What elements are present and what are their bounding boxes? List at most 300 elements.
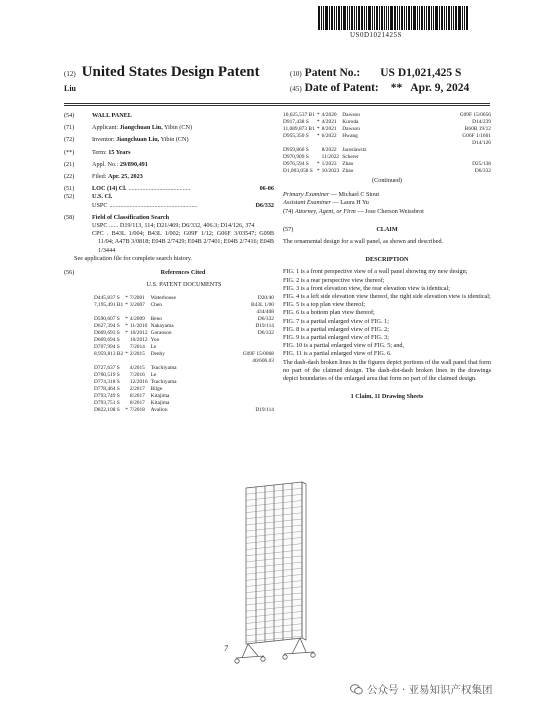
ref-class: G09F 15/0068 [242,351,274,358]
ref-date: 3/2007 [129,302,145,309]
ref-asterisk [123,344,130,351]
ref-date: 8/2021 [321,126,337,132]
ref-date: 12/2016 [129,379,148,386]
ref-class: G09F 15/0056 [459,112,491,118]
ref-class [460,147,491,154]
classification-uspc: USPC ...... D19/113, 114; D21/469; D6/332, 406.3; D14/126, 374 [92,222,255,230]
ref-asterisk: * [316,126,320,132]
ref-date: 11/2010 [129,323,148,330]
barcode-bar [318,6,320,30]
barcode-bar [334,6,335,30]
barcode-bar [458,6,461,30]
ref-class: D19/114 [255,407,274,414]
ref-number: D917,438 S [283,119,309,125]
ref-inventor: Zhao [342,168,354,174]
description-paragraph: FIG. 6 is a bottom plan view thereof; [283,309,375,317]
barcode-number: US0D1021425S [350,31,402,39]
ref-date: 10/2012 [129,330,148,337]
ref-inventor: Tsuchiyama [150,365,177,372]
ref-asterisk [123,372,130,379]
field-code: (21) [64,160,75,168]
barcode-bar [361,6,363,30]
uscl-field [64,193,274,201]
ref-asterisk: * [316,161,320,167]
ref-inventor: Tsuchiyama [150,379,177,386]
applicant-location: Yibin (CN) [164,124,193,132]
barcode-bar [421,6,423,30]
ref-asterisk: * [316,112,320,118]
description-label: DESCRIPTION [365,256,409,264]
reference-row [283,140,491,147]
references-label: References Cited [160,269,206,277]
applicant-field [64,124,274,132]
ref-number: D822,108 S [94,407,120,414]
barcode-bar [331,6,333,30]
ref-number: D669,693 S [94,330,120,337]
description-paragraph: FIG. 11 is a partial enlarged view of FIG. 6. [283,350,392,358]
filed-field [64,173,274,181]
claim-text: The ornamental design for a wall panel, as shown and described. [283,238,444,246]
field-code: (71) [64,124,75,132]
barcode-bar [426,6,427,30]
barcode-bar [323,6,324,30]
inventor-surname: Liu [64,84,77,93]
reference-row [283,168,491,175]
description-paragraph: The dash-dash broken lines in the figures depict portions of the wall panel that form no part of the claimed design. The dash-dot-dash broken lines in the drawings depict boundaries of the enlarged area that form no part of the claimed design. [283,358,491,383]
barcode-bar [455,6,457,30]
primary-examiner-label: Primary Examiner [283,191,330,199]
ref-inventor: Le [150,344,157,351]
barcode-bar [417,6,418,30]
applicant-label: Applicant: [92,124,119,132]
date-code: (45) [290,85,302,93]
reference-row [94,330,274,337]
barcode-bar [424,6,425,30]
ref-date: 6/2022 [321,133,337,139]
title-field [64,112,274,120]
barcode-bar [464,6,465,30]
barcode-bar [381,6,383,30]
reference-row [94,400,274,407]
ref-date: 10/2012 [129,337,148,344]
attorney-name: — Jose Cherson Weissbrot [357,207,424,215]
ref-date: 7/2018 [129,407,145,414]
ref-inventor: Scherer [342,154,359,160]
classification-field [64,214,274,263]
reference-row [94,344,274,351]
watermark [350,682,493,697]
filed-date: Apr. 25, 2023 [108,173,143,181]
barcode-bar [453,6,454,30]
ref-date: 4/2009 [129,316,145,323]
description-paragraph: FIG. 4 is a left side elevation view thereof, the right side elevation view is identical; [283,293,491,301]
ref-inventor: Goranson [150,330,172,337]
ref-inventor: Kuroda [342,119,359,125]
reference-row [94,309,274,316]
ref-number: D627,394 S [94,323,120,330]
field-code: (51) [64,185,75,193]
ref-number: 8,959,813 B2 [94,351,124,358]
references-field [64,269,274,277]
reference-row [94,372,274,379]
description-body [283,268,491,383]
barcode [318,6,478,30]
reference-row [94,302,274,309]
ref-number: D445,837 S [94,295,120,302]
ref-asterisk: * [125,330,128,337]
barcode-bar [446,6,447,30]
ref-asterisk: * [125,351,128,358]
barcode-bar [366,6,367,30]
patent-no-code: (10) [290,70,302,78]
reference-row [283,133,491,140]
term-label: Term: [92,148,107,156]
barcode-bar [341,6,342,30]
uspc-value: D6/332 [255,201,274,209]
term-value: 15 Years [108,148,131,156]
ref-date: 7/2016 [129,372,145,379]
ref-class [243,337,274,344]
ref-number: D669,694 S [94,337,120,344]
reference-row [94,407,274,414]
description-paragraph: FIG. 3 is a front elevation view, the rear elevation view is identical; [283,284,450,292]
term-field [64,149,274,157]
barcode-bar [466,6,468,30]
ref-inventor: Avallon [150,407,168,414]
date-label: Date of Patent: [304,82,379,94]
uspc-label: USPC [92,201,108,209]
ref-asterisk: * [316,119,320,125]
patent-number-block [290,67,469,97]
attorney [283,208,491,216]
field-code: (72) [64,136,75,144]
ref-date: 8/2022 [321,147,337,153]
ref-class: 434/408 [256,309,274,316]
barcode-bar [384,6,385,30]
ref-date: 7/2014 [129,344,145,351]
ref-date: 2/2015 [129,351,145,358]
ref-class: B60B 19/12 [464,126,491,132]
barcode-bar [444,6,445,30]
ref-inventor [151,309,243,316]
field-code: (57) [283,225,294,233]
loc-label: LOC (14) Cl. [92,185,127,193]
barcode-bar [408,6,410,30]
reference-row [283,119,491,126]
ref-asterisk [315,154,322,161]
reference-row [94,358,274,365]
left-column [64,112,274,414]
reference-row [94,295,274,302]
design-title: WALL PANEL [92,112,132,119]
ref-date: 1/2023 [321,161,337,167]
uspc-field [64,202,274,210]
reference-row [283,147,491,154]
reference-row [94,386,274,393]
ref-number: D590,607 S [94,316,120,323]
wechat-icon [350,684,363,695]
ref-asterisk: * [125,316,128,323]
inventor-label: Inventor: [92,136,115,144]
ref-number: D970,909 S [283,154,309,160]
reference-row [94,351,274,358]
ref-asterisk [123,386,130,393]
ref-number [94,309,123,316]
loc-field [64,185,274,193]
field-code: (22) [64,173,75,181]
barcode-bar [368,6,371,30]
claim-heading [283,226,491,234]
ref-number: D707,994 S [94,344,120,351]
ref-class [243,386,274,393]
primary-examiner-name: — Michael C Stout [330,191,380,199]
reference-row [283,161,491,168]
classification-note: See application file for complete search history. [74,254,192,262]
ref-class: D19/114 [255,323,274,330]
filed-label: Filed: [92,173,107,181]
ref-inventor: Nakayama [150,323,174,330]
ref-asterisk [123,379,130,386]
barcode-bar [374,6,375,30]
ref-class [243,344,274,351]
description-paragraph: FIG. 1 is a front perspective view of a wall panel showing my new design; [283,268,468,276]
barcode-bar [448,6,450,30]
continued-label: (Continued) [372,177,402,184]
ref-inventor: Chen [150,302,162,309]
description-paragraph: FIG. 8 is a partial enlarged view of FIG. 2; [283,325,389,333]
barcode-bar [439,6,440,30]
ref-inventor: Dawson [342,112,360,118]
ref-date: 2/2017 [129,386,145,393]
attorney-label: Attorney, Agent, or Firm [294,207,356,215]
ref-number: 10,625,537 B1 [283,112,315,118]
left-code: (12) [64,70,76,78]
ref-class: B43L 1/00 [250,302,274,309]
ref-number: D778,464 S [94,386,120,393]
barcode-bar [364,6,365,30]
ref-inventor: Le [150,372,157,379]
barcode-bar [406,6,407,30]
ref-number: D793,751 S [94,400,120,407]
ref-asterisk [315,140,322,147]
ref-date: 4/2015 [129,365,145,372]
barcode-bar [372,6,373,30]
header-divider [64,103,490,104]
ref-class [243,400,274,407]
right-column [283,112,491,401]
ref-inventor: Zhao [342,161,354,167]
left-references-table [94,295,274,414]
ref-date [130,309,151,316]
description-paragraph: FIG. 5 is a top plan view thereof; [283,301,366,309]
barcode-bar [325,6,328,30]
ref-asterisk [123,400,130,407]
ref-asterisk: * [125,323,128,330]
barcode-bar [451,6,452,30]
ref-inventor [151,358,243,365]
patent-no-label: Patent No.: [304,67,361,79]
ref-class [243,365,274,372]
barcode-bar [428,6,430,30]
classification-cpc: CPC . B43L 1/004; B43L 1/002; G09F 1/12; G06F 3/03547; G09B 11/04; A47B 3/0818; E04B 2/7429; E04B 2/7401; E04B 2/7416; E04B 1/3444 [92,230,274,254]
barcode-bar [399,6,400,30]
barcode-bar [349,6,350,30]
ref-date [130,358,151,365]
barcode-bar [431,6,432,30]
ref-asterisk: * [125,295,128,302]
ref-class: D6/332 [474,168,491,174]
ref-inventor: Bilge [150,386,163,393]
ref-date: 4/2021 [321,119,337,125]
ref-inventor: Dawson [342,126,360,132]
ref-asterisk [123,309,130,316]
ref-class [243,393,274,400]
wall-panel-drawing [218,480,328,670]
ref-inventor [342,140,459,147]
header-divider-2 [64,105,490,106]
barcode-bar [356,6,357,30]
us-docs-label: U.S. PATENT DOCUMENTS [146,281,222,289]
barcode-bar [462,6,463,30]
ref-class: D6/332 [257,330,274,337]
ref-inventor: Yoo [150,337,160,344]
ref-asterisk: * [125,302,128,309]
ref-asterisk [123,358,130,365]
description-paragraph: FIG. 7 is a partial enlarged view of FIG. 1; [283,317,389,325]
classification-label: Field of Classification Search [92,213,170,221]
inventor-name: Jiangchuan Liu, [116,136,160,144]
primary-examiner [283,191,491,199]
ref-asterisk: * [316,168,320,174]
ref-number [283,140,315,147]
barcode-bar [343,6,346,30]
barcode-bar [413,6,416,30]
claim-label: CLAIM [376,225,398,233]
patent-title: United States Design Patent [81,64,260,80]
ref-asterisk: * [125,407,128,414]
barcode-bar [404,6,405,30]
barcode-bar [419,6,420,30]
field-code: (56) [64,269,75,277]
description-paragraph: FIG. 9 is a partial enlarged view of FIG. 3; [283,334,389,342]
barcode-bar [433,6,434,30]
ref-inventor: Kitajima [150,400,170,407]
barcode-bar [329,6,330,30]
ref-class: D20/40 [257,295,274,302]
dot-leader: ........................................ [128,185,191,193]
uscl-label: U.S. Cl. [92,193,113,201]
ref-class: G06F 1/1601 [462,133,491,139]
ref-class: D6/332 [257,316,274,323]
barcode-bar [394,6,396,30]
dot-leader: ......................................................... [109,201,198,209]
barcode-bar [435,6,438,30]
patent-date: Apr. 9, 2024 [410,82,470,94]
description-paragraph: FIG. 2 is a rear perspective view thereof; [283,276,385,284]
reference-row [94,316,274,323]
reference-row [283,126,491,133]
ref-date: 11/2022 [321,154,340,160]
barcode-bar [336,6,337,30]
ref-number: D976,594 S [283,161,309,167]
barcode-bar [386,6,387,30]
ref-date: 4/2020 [321,112,337,118]
ref-asterisk [123,393,130,400]
ref-number: 7,195,491 B1 [94,302,124,309]
ref-asterisk [123,365,130,372]
ref-inventor: Jaroslawitz [342,147,367,153]
appl-label: Appl. No.: [92,160,119,168]
appl-number: 29/890,491 [119,160,148,168]
ref-date [322,140,343,147]
assistant-examiner-name: — Laura H Yu [332,199,369,207]
ref-asterisk: * [316,133,320,139]
description-paragraph: FIG. 10 is a partial enlarged view of FIG. 5; and, [283,342,405,350]
ref-class [243,379,274,386]
inventor-location: Yibin (CN) [160,136,189,144]
reference-row [94,379,274,386]
ref-asterisk [123,337,130,344]
field-code: (54) [64,112,75,119]
field-code: (58) [64,213,75,221]
field-code: (52) [64,193,75,201]
ref-date: 10/2023 [321,168,340,174]
reference-row [94,365,274,372]
barcode-bar [376,6,378,30]
barcode-bar [390,6,393,30]
ref-inventor: Denby [150,351,165,358]
ref-class: D25/138 [472,161,491,167]
barcode-bar [347,6,348,30]
inventor-field [64,136,274,144]
claims-summary: 1 Claim, 11 Drawing Sheets [350,393,424,401]
ref-date: 8/2017 [129,400,145,407]
barcode-bar [351,6,353,30]
applicant-name: Jiangchuan Liu, [119,124,163,132]
barcode-bar [411,6,412,30]
ref-number: D774,318 S [94,379,120,386]
barcode-bar [358,6,360,30]
date-mark: ** [390,82,403,94]
patent-type-title [64,64,260,81]
ref-number: D955,350 S [283,133,309,139]
assistant-examiner [283,199,491,207]
barcode-bar [379,6,380,30]
ref-class [460,154,491,161]
ref-class: D14/126 [472,140,491,146]
barcode-bar [441,6,443,30]
ref-number [94,358,123,365]
field-code: (**) [64,148,75,156]
reference-row [283,112,491,119]
patent-no: US D1,021,425 S [380,67,462,79]
assistant-examiner-label: Assistant Examiner [283,199,331,207]
barcode-bar [321,6,322,30]
ref-number: D760,519 S [94,372,120,379]
ref-class [243,372,274,379]
barcode-bar [354,6,355,30]
ref-inventor: Waterhouse [150,295,176,302]
ref-number: 11,089,873 B1 [283,126,315,132]
barcode-bar [338,6,340,30]
ref-inventor: Beno [150,316,162,323]
field-code: (74) [283,207,294,215]
ref-class: D14/239 [472,119,491,125]
barcode-bar [397,6,398,30]
ref-number: D1,003,058 S [283,168,313,174]
loc-value: 06-06 [259,185,274,193]
reference-row [94,337,274,344]
